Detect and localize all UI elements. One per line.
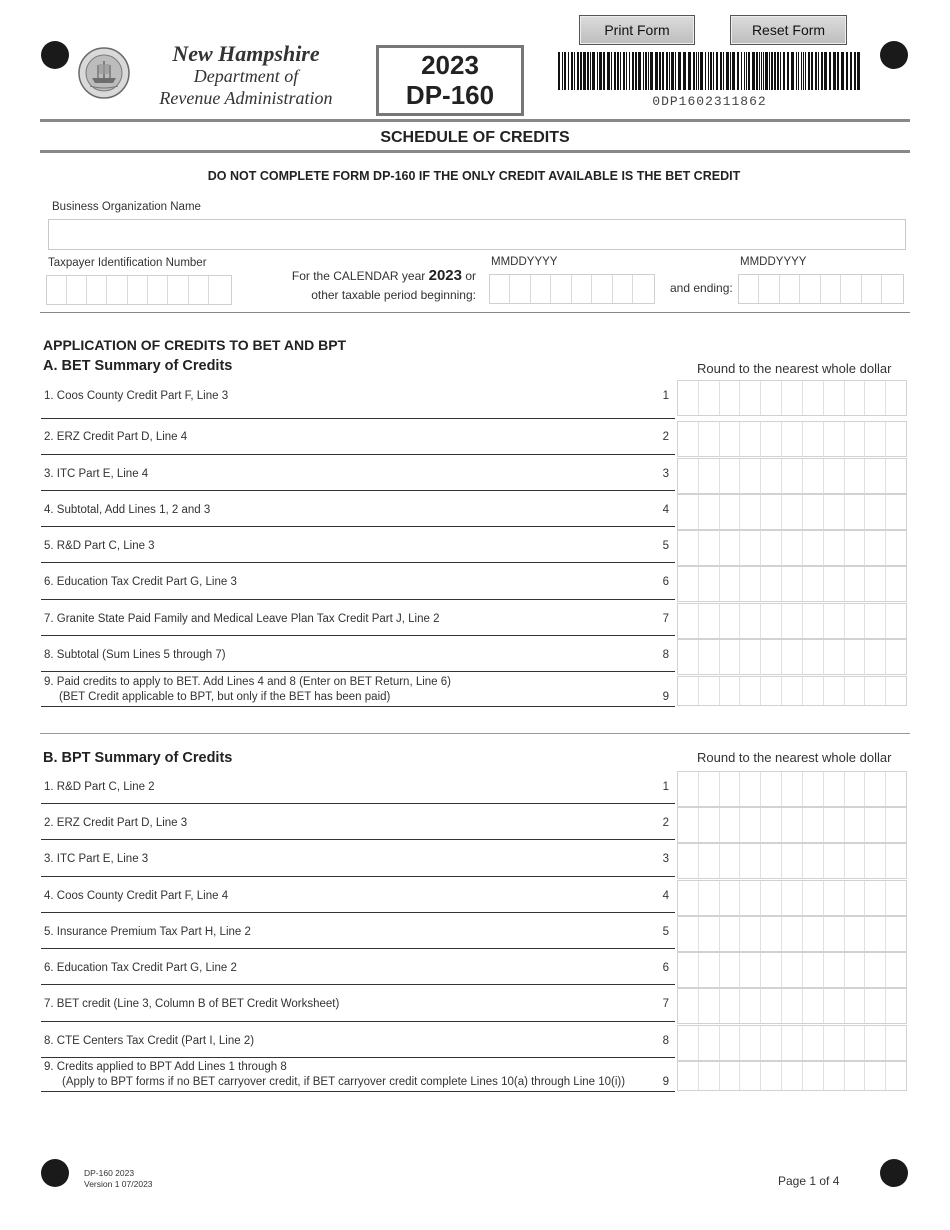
bpt-line-label: 1. R&D Part C, Line 2	[44, 781, 155, 793]
form-year: 2023	[421, 50, 479, 80]
bpt-line-number: 7	[662, 998, 669, 1010]
nh-state-seal-icon	[78, 47, 130, 99]
bet-line-9	[41, 674, 675, 707]
bpt-line-2-amount-input[interactable]	[677, 807, 907, 843]
bpt-line-number: 3	[662, 853, 669, 865]
bet-line-number: 5	[662, 540, 669, 552]
bet-line-6-amount-input[interactable]	[677, 566, 907, 602]
business-name-label: Business Organization Name	[52, 201, 201, 213]
state-name: New Hampshire	[172, 41, 320, 66]
registration-mark-bottom-left	[41, 1159, 69, 1187]
bpt-line-9-amount-input[interactable]	[677, 1061, 907, 1091]
bpt-line-5	[41, 916, 675, 949]
bet-line-5-amount-input[interactable]	[677, 530, 907, 566]
bet-line-number: 1	[662, 390, 669, 402]
bet-line-label: 4. Subtotal, Add Lines 1, 2 and 3	[44, 504, 211, 516]
bpt-line-number: 5	[662, 926, 669, 938]
form-number: DP-160	[405, 80, 495, 110]
bet-line-4	[41, 494, 675, 527]
bet-line-1	[41, 380, 675, 419]
bpt-line-label: 7. BET credit (Line 3, Column B of BET Credit Worksheet)	[44, 998, 340, 1010]
bet-line-2-amount-input[interactable]	[677, 421, 907, 457]
section-a-round-note: Round to the nearest whole dollar	[697, 361, 892, 376]
bet-line-5	[41, 530, 675, 563]
bet-line-label: 9. Paid credits to apply to BET. Add Lines 4 and 8 (Enter on BET Return, Line 6)	[44, 676, 451, 688]
bpt-line-7	[41, 988, 675, 1022]
bet-line-8-amount-input[interactable]	[677, 639, 907, 675]
bpt-line-1-amount-input[interactable]	[677, 771, 907, 807]
bpt-line-number: 1	[662, 781, 669, 793]
section-b-round-note: Round to the nearest whole dollar	[697, 750, 892, 765]
footer-version: Version 1 07/2023	[84, 1179, 153, 1189]
bpt-line-number: 6	[662, 962, 669, 974]
bet-line-label: 8. Subtotal (Sum Lines 5 through 7)	[44, 649, 226, 661]
bet-line-7	[41, 603, 675, 636]
bpt-line-label: 5. Insurance Premium Tax Part H, Line 2	[44, 926, 251, 938]
bpt-line-7-amount-input[interactable]	[677, 988, 907, 1024]
period-prefix: For the CALENDAR year	[291, 269, 426, 283]
application-heading: APPLICATION OF CREDITS TO BET AND BPT	[43, 337, 347, 353]
bpt-line-6	[41, 952, 675, 985]
period-begin-date-input[interactable]	[489, 274, 655, 304]
bet-line-8	[41, 639, 675, 672]
bpt-line-3-amount-input[interactable]	[677, 843, 907, 879]
bpt-line-number: 2	[662, 817, 669, 829]
section-a-heading: A. BET Summary of Credits	[43, 358, 233, 374]
bpt-line-8-amount-input[interactable]	[677, 1025, 907, 1061]
bet-line-label: 3. ITC Part E, Line 4	[44, 468, 149, 480]
bet-line-label: 7. Granite State Paid Family and Medical Leave Plan Tax Credit Part J, Line 2	[44, 613, 440, 625]
bpt-line-4-amount-input[interactable]	[677, 880, 907, 916]
section-b-heading: B. BPT Summary of Credits	[43, 750, 233, 766]
header-divider-bottom	[40, 150, 910, 153]
bet-line-2	[41, 421, 675, 455]
ending-label: and ending:	[670, 281, 733, 295]
period-line-2: other taxable period beginning:	[311, 288, 476, 302]
bet-line-6	[41, 566, 675, 600]
identity-divider	[40, 312, 910, 313]
end-date-format-hint: MMDDYYYY	[740, 256, 807, 268]
bpt-line-label: 3. ITC Part E, Line 3	[44, 853, 149, 865]
header-divider-top	[40, 119, 910, 122]
bet-line-number: 3	[662, 468, 669, 480]
begin-date-format-hint: MMDDYYYY	[491, 256, 558, 268]
bpt-line-number: 9	[662, 1076, 669, 1088]
period-year: 2023	[428, 267, 462, 284]
bet-line-1-amount-input[interactable]	[677, 380, 907, 416]
registration-mark-top-left	[41, 41, 69, 69]
bet-line-label: 2. ERZ Credit Part D, Line 4	[44, 431, 188, 443]
bet-line-label: 6. Education Tax Credit Part G, Line 3	[44, 576, 237, 588]
barcode-icon	[558, 52, 861, 90]
bpt-line-number: 4	[662, 890, 669, 902]
print-form-button[interactable]: Print Form	[579, 15, 695, 45]
bpt-line-4	[41, 880, 675, 913]
bet-line-number: 2	[662, 431, 669, 443]
bpt-line-label: 4. Coos County Credit Part F, Line 4	[44, 890, 229, 902]
form-id-box	[376, 45, 524, 116]
section-divider	[40, 733, 910, 734]
tin-label: Taxpayer Identification Number	[48, 257, 207, 269]
page-number: Page 1 of 4	[778, 1174, 840, 1188]
bpt-line-9	[41, 1059, 675, 1092]
bet-line-7-amount-input[interactable]	[677, 603, 907, 639]
bpt-line-3	[41, 843, 675, 877]
bpt-line-8	[41, 1025, 675, 1058]
department-line-1: Department of	[193, 66, 299, 86]
bpt-line-5-amount-input[interactable]	[677, 916, 907, 952]
period-or: or	[465, 269, 476, 283]
bpt-line-label: 6. Education Tax Credit Part G, Line 2	[44, 962, 237, 974]
warning-notice: DO NOT COMPLETE FORM DP-160 IF THE ONLY CREDIT AVAILABLE IS THE BET CREDIT	[207, 169, 741, 183]
department-line-2: Revenue Administration	[159, 88, 333, 108]
bet-line-9-amount-input[interactable]	[677, 676, 907, 706]
barcode-number: 0DP1602311862	[652, 94, 767, 109]
bet-line-label: 5. R&D Part C, Line 3	[44, 540, 155, 552]
taxable-period-label	[292, 266, 476, 305]
footer-info	[84, 1168, 153, 1190]
bet-line-number: 4	[662, 504, 669, 516]
bpt-line-label: 9. Credits applied to BPT Add Lines 1 through 8	[44, 1061, 287, 1073]
bpt-line-label: 8. CTE Centers Tax Credit (Part I, Line 2)	[44, 1035, 255, 1047]
reset-form-button[interactable]: Reset Form	[730, 15, 847, 45]
business-name-input[interactable]	[48, 219, 906, 250]
bpt-line-1	[41, 771, 675, 804]
bet-line-4-amount-input[interactable]	[677, 494, 907, 530]
registration-mark-top-right	[880, 41, 908, 69]
bpt-line-6-amount-input[interactable]	[677, 952, 907, 988]
bpt-line-number: 8	[662, 1035, 669, 1047]
bet-line-label: 1. Coos County Credit Part F, Line 3	[44, 390, 229, 402]
bet-line-number: 8	[662, 649, 669, 661]
registration-mark-bottom-right	[880, 1159, 908, 1187]
bet-line-sublabel: (BET Credit applicable to BPT, but only if the BET has been paid)	[59, 691, 391, 703]
bet-line-3	[41, 458, 675, 491]
tin-input[interactable]	[46, 275, 232, 305]
page-title: SCHEDULE OF CREDITS	[380, 129, 570, 146]
bet-line-number: 9	[662, 691, 669, 703]
bpt-line-sublabel: (Apply to BPT forms if no BET carryover credit, if BET carryover credit complete Lines 10(a) through Line 10(i))	[62, 1076, 626, 1088]
bet-line-3-amount-input[interactable]	[677, 458, 907, 494]
bpt-line-2	[41, 807, 675, 840]
bet-line-number: 6	[662, 576, 669, 588]
footer-form-id: DP-160 2023	[84, 1168, 135, 1178]
period-end-date-input[interactable]	[738, 274, 904, 304]
agency-name	[138, 43, 354, 109]
bpt-line-label: 2. ERZ Credit Part D, Line 3	[44, 817, 188, 829]
bet-line-number: 7	[662, 613, 669, 625]
